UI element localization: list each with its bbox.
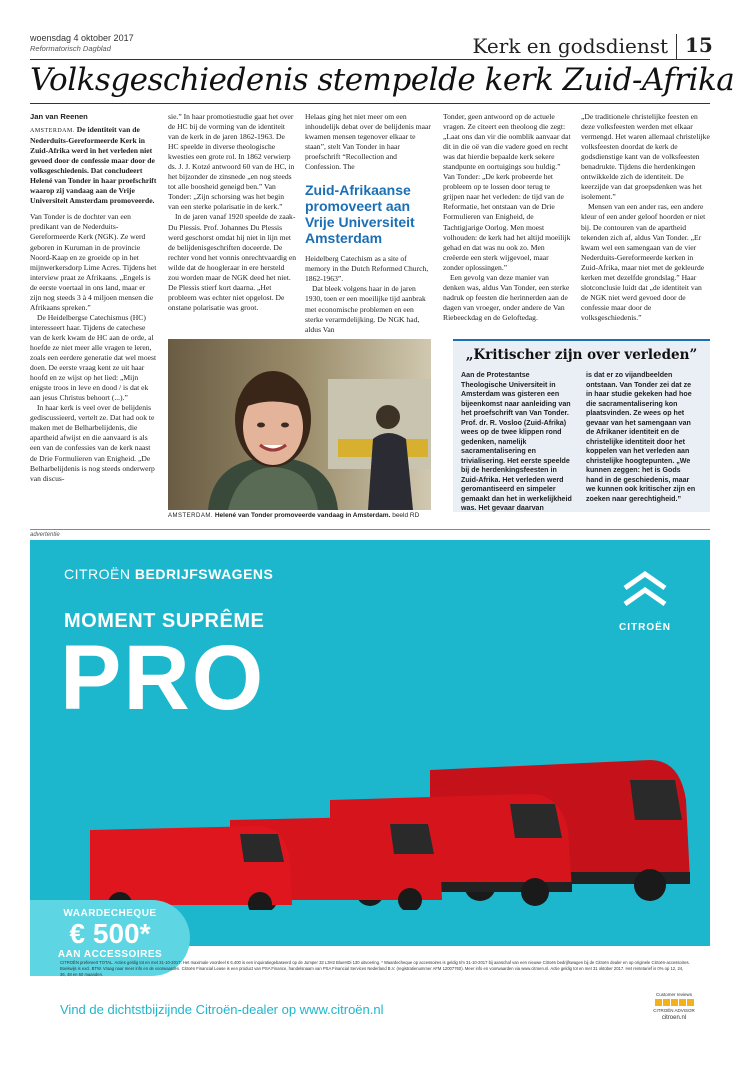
paragraph: Dat bleek volgens haar in de jaren 1930, toen er een moeilijke tijd aanbrak met economische problemen en een sterke verarmdelijking. De NGK had, aldus Van <box>305 284 426 334</box>
byline: Jan van Reenen <box>30 112 88 121</box>
article-photo <box>168 339 431 510</box>
sidebar-box <box>453 339 710 512</box>
paragraph: In haar kerk is veel over de belijdenis gediscussieerd, vertelt ze. Dat had ook te maken met de Belharbelijdenis, die apartheid afwijst en die aanvaard is als een van de confessies van de kerk naast de Drie Formulieren van Enigheid. „De Belharbelijdenis is nog steeds onderwerp van discus- <box>30 403 155 483</box>
page-number: 15 <box>685 33 713 57</box>
paragraph: Een gevolg van deze manier van denken was, aldus Van Tonder, een sterke nadruk op feesten die herinnerden aan de dagen van vroeger, onder andere de Van Riebeeckdag en de Geloftedag. <box>443 272 570 322</box>
rating-stars-icon <box>646 999 702 1006</box>
portrait-illustration <box>168 339 431 510</box>
photo-caption <box>168 512 419 519</box>
advert-label: advertentie <box>30 532 60 538</box>
citroen-chevron-icon <box>610 562 680 622</box>
headline-rule <box>30 103 710 104</box>
caption-dateline: AMSTERDAM. <box>168 513 214 519</box>
article-column-4 <box>443 112 571 334</box>
article-column-1 <box>30 112 158 522</box>
dealer-link[interactable]: Vind de dichtstbijzijnde Citroën-dealer op www.citroën.nl <box>60 1002 384 1017</box>
sidebar-column-1: Aan de Protestantse Theologische Universiteit in Amsterdam was gisteren een bijeenkomst naar aanleiding van het proefschrift van Van Tonder. Prof. dr. R. Vosloo (Zuid-Afrika) wees op de twee klippen rond gedenken, namelijk sacramentalisering en trivialisering. Het eerste speelde bij de herdenkingsfeesten in Zuid-Afrika. Het verleden werd geromantiseerd en simpeler gemaakt dan het in werkelijkheid was. Het gevaar daarvan <box>461 371 572 512</box>
paragraph: Tonder, geen antwoord op de actuele vragen. Ze citeert een theoloog die zegt: „Laat ons dan vir die oomblik aanvaar dat dit in die oë van die vadere goed en recht was dat hierdie bepaalde kerk sekere standpunte en oortuigings sou huldig.” Van Tonder: „De kerk probeerde het probleem op te lossen door terug te grijpen naar het verleden: de tijd van de Reformatie, het ontstaan van de Drie Formulieren van Enigheid, de Tachtigjarige Oorlog. Men moest volhouden: de kerk had het altijd moeilijk gehad en dat was nu ook zo. Men creëerde een sterk wijgevoel, maar zonder oplossingen.” <box>443 112 571 272</box>
advert-tagline: MOMENT SUPRÊME <box>64 610 265 632</box>
article-lead: De identiteit van de Nederduits-Gereformeerde Kerk in Zuid-Afrika werd in het verleden niet gevoed door de confessie maar door de volksgeschiedenis. Dat concludeert Helené van Tonder in haar proefschrift waarop zij vandaag aan de Vrije Universiteit Amsterdam promoveerde. <box>30 125 157 206</box>
paragraph: In de jaren vanaf 1920 speelde de zaak-Du Plessis. Prof. Johannes Du Plessis werd geschorst omdat hij niet in lijn met de belijdenisgeschriften doceerde. De rechter vond het vonnis onrechtvaardig en wilde dat de hoogleraar in ere hersteld zou worden maar de NGK deed het niet. De Plessis stierf kort daarna. „Het probleem was echter niet opgelost. De onstane polarisatie was groot. <box>168 212 296 312</box>
article-headline: Volksgeschiedenis stempelde kerk Zuid-Afrika <box>30 62 735 98</box>
section-title: Kerk en godsdienst <box>472 34 668 58</box>
paragraph: Mensen van een ander ras, een andere kleur of een ander geloof hoorden er niet bij. De contouren van de apartheid tekenden zich af, aldus Van Tonder. „Er kwam wel een samengaan van de vier Nederduits-Gereformeerde kerken in Zuid-Afrika, maar niet met de gekleurde kerken met dezelfde grondslag.” Haar slotconclusie luidt dat „de identiteit van de NGK niet werd gevoed door de confessie maar door de volksgeschiedenis.” <box>581 202 706 322</box>
paragraph: Heidelberg Catechism as a site of memory in the Dutch Reformed Church, 1862-1963”. <box>305 254 429 284</box>
sidebar-title: „Kritischer zijn over verleden” <box>465 347 698 363</box>
newspaper-name: Reformatorisch Dagblad <box>30 44 111 53</box>
offer-text: PROFITEER IN OKTOBER VAN ZAKELIJK VOORDEEL, OPLOPEND TOT € 6.400 + FINANCIAL LEASE MET 0% RENTE VOOR 5 JAAR <box>200 916 634 946</box>
advert-pro: PRO <box>60 627 266 729</box>
sidebar-column-2: is dat er zo vijandbeelden ontstaan. Van Tonder zei dat ze in haar studie gekeken had hoe die sacramentalisering kon plaatsvinden. Ze wees op het gevaar van het samengaan van de Afrikaner identiteit en de christelijke identiteit door het koppelen van het verleden aan christelijke hoogtepunten. „We kunnen zeggen: het is Gods hand in de geschiedenis, maar we kunnen ook kritischer zijn en zoeken naar gerechtigheid.” <box>586 371 696 503</box>
voucher-subtitle: AAN ACCESSOIRES <box>57 949 163 960</box>
paragraph: Van Tonder is de dochter van een predikant van de Nederduits-Gereformeerde Kerk (NGK). Ze werd geboren in Kuruman in de provincie Noord-Kaap en ze groeide op in het mijnwerkersdorp Lime Acres. Tijdens het interview praat ze Afrikaans. „Engels is de eerste voertaal in ons land, maar er zijn nog steeds 3 à 4 miljoen mensen die Afrikaans spreken.” <box>30 212 157 312</box>
fine-print: CITROËN prefereert TOTAL. Acties geldig tot en met 31-10-2017. Het maximale voordeel € 6.400 is een inquiratiegebaseerd op de Jumper 33 L3H2 BlueHDi 130 uitvoering. * Waardecheque op accessoires is geldig t/m 31-10-2017 bij aanschaf van een nieuwe Citroën bedrijfswagen bij de Citroën dealer en op originele Citroën-accessoires. Boekwijs is excl. BTW. Vraag naar meer info en de voorwaarden. Citroën Financial Lease is een product van PSA Finance, handelsnaam van PSA Financial Services Nederland B.V. (registratienummer AFM 12007760). Meer info en voorwaarden via www.citroen.nl. Actie geldig tot en met 31 oktober 2017. Het rentetarief is 0% op 12, 24, 36, 48 en 60 maanden. <box>60 960 690 977</box>
article-subhead: Zuid-Afrikaanse promoveert aan Vrije Universiteit Amsterdam <box>305 182 415 247</box>
article-column-3 <box>305 112 433 334</box>
header-divider <box>676 34 677 60</box>
citroen-advert[interactable] <box>30 540 710 1045</box>
header-rule <box>30 59 710 60</box>
van-compact-icon <box>90 826 292 910</box>
issue-date: woensdag 4 oktober 2017 <box>30 33 134 43</box>
citroen-logo-text: CITROËN <box>619 622 671 633</box>
vans-illustration <box>90 730 690 910</box>
paragraph: „De traditionele christelijke feesten en deze volksfeesten werden met elkaar vermengd. Het waren allemaal christelijke volksfeesten doordat de kerk de godsdienstige kant van de volksfeesten benadrukte. Tijdens die herdenkingen ontwikkelde zich de identiteit. De keerzijde van dat groepsdenken was het isolement.” <box>581 112 710 202</box>
paragraph: Helaas ging het niet meer om een inhoudelijk debat over de belijdenis maar kwamen mensen tegenover elkaar te staan”, stelt Van Tonder in haar proefschrift “Recollection and Confession. The <box>305 112 431 172</box>
article-column-5 <box>581 112 710 334</box>
advert-rule <box>30 529 710 530</box>
customer-reviews-badge[interactable]: Customer reviews CITROËN ADVISOR citroen.nl <box>646 992 702 1021</box>
caption-text: Helené van Tonder promoveerde vandaag in Amsterdam. <box>214 512 391 519</box>
photo-credit: beeld RD <box>392 512 420 519</box>
voucher-amount: € 500* <box>69 918 151 949</box>
voucher-label: WAARDECHEQUE <box>63 908 157 919</box>
advert-brand: CITROËN BEDRIJFSWAGENS <box>64 566 274 582</box>
paragraph: De Heidelbergse Catechismus (HC) interesseert haar. Tijdens de catechese van de kerk kwam de HC aan de orde, al hoefde ze niet meer alle vragen te leren, zoals een eerdere generatie dat wel moest doen. De eerste vraag kent ze uit haar hoofd en ze wijst op het lied: „Mijn enigste troos in leve en dood / is dat ek aan jesus Christus behoort (...).” <box>30 312 157 403</box>
dateline: AMSTERDAM. <box>30 128 75 134</box>
article-column-2 <box>168 112 296 334</box>
paragraph: sie.” In haar promotiestudie gaat het over de HC bij de vorming van de identiteit van de kerk in de jaren 1862-1963. De HC speelde in diverse theologische kwesties een grote rol. In 1862 verwierp ds. J. J. Kotzé antwoord 60 van de HC, in het bijzonder de zinsnede „en nog steeds tot alle boosheid geneigd ben.” Van Tonder: „Zijn schorsing was het begin van een sterke polarisatie in de kerk.” <box>168 112 295 212</box>
